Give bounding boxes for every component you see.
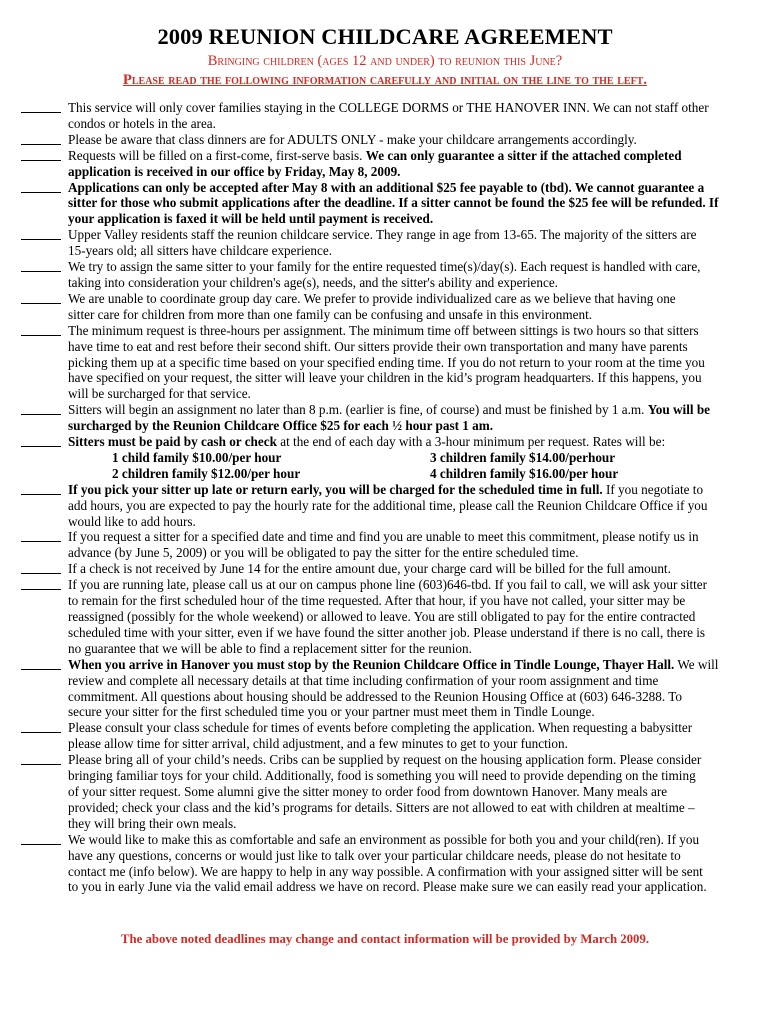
agreement-item xyxy=(0,752,770,832)
item-plain-text: Upper Valley residents staff the reunion childcare service. They range in age from 13-65. The majority of the sitters are 15-years old; all sitters have childcare experience. xyxy=(68,227,697,259)
item-plain-text: We try to assign the same sitter to your family for the entire requested time(s)/day(s). Each request is handled with care, taking into consideration your children's age(s), needs, and the sitter's ability and experience. xyxy=(68,259,701,290)
subtitle: Bringing children (ages 12 and under) to reunion this June? xyxy=(207,53,563,69)
initial-line[interactable] xyxy=(21,482,61,495)
initial-line[interactable] xyxy=(21,561,61,574)
agreement-item xyxy=(0,657,770,721)
item-text xyxy=(68,482,746,530)
rate-row xyxy=(112,450,672,466)
initial-line[interactable] xyxy=(21,720,61,733)
item-text xyxy=(68,259,746,291)
agreement-item xyxy=(0,482,770,530)
initial-line[interactable] xyxy=(21,180,61,193)
initial-line[interactable] xyxy=(21,259,61,272)
initial-line[interactable] xyxy=(21,529,61,542)
item-text xyxy=(68,291,746,323)
initial-line[interactable] xyxy=(21,291,61,304)
agreement-item xyxy=(0,323,770,403)
item-text xyxy=(68,148,746,180)
rate-cell: 2 children family $12.00/per hour xyxy=(112,465,301,481)
item-plain-text: at the end of each day with a 3-hour minimum per request. Rates will be: xyxy=(276,434,666,450)
initial-line[interactable] xyxy=(21,832,61,845)
item-bold-text: You will be surcharged by the Reunion Childcare Office $25 for each ½ hour past 1 am. xyxy=(68,402,711,434)
initial-line[interactable] xyxy=(21,148,61,161)
initial-line[interactable] xyxy=(21,227,61,240)
item-plain-text: Please bring all of your child’s needs. Cribs can be supplied by request on the housing application form. Please consider bringing familiar toys for your child. Additionally, food is something you will need to provide depending on the timing of your sitter request. Some alumni give the sitter money to order food from downtown Hanover. Many meals are provided; check your class and the kid’s programs for details. Sitters are not allowed to eat with children at mealtime – they will bring their own meals. xyxy=(68,752,702,831)
initial-line[interactable] xyxy=(21,100,61,113)
item-bold-text: We can only guarantee a sitter if the attached completed application is received in our office by Friday, May 8, 2009. xyxy=(68,147,682,179)
initial-line[interactable] xyxy=(21,752,61,765)
page-title: 2009 REUNION CHILDCARE AGREEMENT xyxy=(157,24,613,49)
agreement-item xyxy=(0,434,770,482)
item-plain-text: We are unable to coordinate group day care. We prefer to provide individualized care as we believe that having one sitter care for children from more than one family can be confusing and unsafe in this environment. xyxy=(68,290,676,322)
item-text xyxy=(68,323,746,403)
item-text xyxy=(68,832,746,896)
item-text xyxy=(68,434,746,450)
agreement-item xyxy=(0,180,770,228)
item-plain-text: This service will only cover families staying in the COLLEGE DORMS or THE HANOVER INN. We can not staff other condos or hotels in the area. xyxy=(68,100,709,131)
item-plain-text: The minimum request is three-hours per assignment. The minimum time off between sittings is two hours so that sitters have time to eat and rest before their second shift. Our sitters provide their own transportation and many have parents picking them up at a specific time based on your specified ending time. If you do not return to your room at the time you have specified on your request, the sitter will leave your children in the kid’s program headquarters. If this happens, you will be surcharged for that service. xyxy=(68,322,705,402)
item-bold-text: When you arrive in Hanover you must stop by the Reunion Childcare Office in Tindle Lounge, Thayer Hall. xyxy=(68,656,675,672)
agreement-item xyxy=(0,291,770,323)
item-text xyxy=(68,752,746,832)
initial-line[interactable] xyxy=(21,577,61,590)
agreement-item xyxy=(0,720,770,752)
item-plain-text: If a check is not received by June 14 for the entire amount due, your charge card will be billed for the full amount. xyxy=(68,561,671,577)
item-plain-text: Requests will be filled on a first-come, first-serve basis. xyxy=(68,147,366,163)
item-plain-text: We would like to make this as comfortable and safe an environment as possible for both you and your child(ren). If you have any questions, concerns or would just like to talk over your particular childcare needs, please do not hesitate to contact me (info below). We are happy to help in any way possible. A confirmation with your assigned sitter will be sent to you in early June via the valid email address we have on record. Please make sure we can easily read your application. xyxy=(68,831,707,895)
item-plain-text: We will review and complete all necessary details at that time including confirmation of your room assignment and time commitment. All questions about housing should be addressed to the Reunion Housing Office at (603) 646-3288. To secure your sitter for the first scheduled time you or your partner must meet them in Tindle Lounge. xyxy=(68,656,719,720)
item-text xyxy=(68,561,746,577)
item-text xyxy=(68,657,746,721)
item-plain-text: If you negotiate to add hours, you are expected to pay the hourly rate for the additional time, please call the Reunion Childcare Office if you would like to add hours. xyxy=(68,481,708,529)
item-bold-text: Applications can only be accepted after May 8 with an additional $25 fee payable to (tbd). We cannot guarantee a sitter for those who submit applications after the deadline. If a sitter cannot be found the $25 fee will be refunded. If your application is faxed it will be held until payment is received. xyxy=(68,179,719,227)
initial-line[interactable] xyxy=(21,657,61,670)
item-text xyxy=(68,100,746,132)
initial-line[interactable] xyxy=(21,323,61,336)
agreement-item xyxy=(0,529,770,561)
rate-cell: 1 child family $10.00/per hour xyxy=(112,449,282,465)
agreement-item xyxy=(0,148,770,180)
initial-line[interactable] xyxy=(21,434,61,447)
rates-table xyxy=(112,450,672,482)
rate-cell: 4 children family $16.00/per hour xyxy=(430,465,619,481)
item-plain-text: Please consult your class schedule for times of events before completing the application. When requesting a babysitter please allow time for sitter arrival, child adjustment, and a few minutes to get to your function. xyxy=(68,720,693,752)
item-text xyxy=(68,227,746,259)
item-text xyxy=(68,402,746,434)
agreement-item xyxy=(0,100,770,132)
footer-note: The above noted deadlines may change and contact information will be provided by March 2009. xyxy=(120,932,650,946)
item-bold-text: If you pick your sitter up late or return early, you will be charged for the scheduled time in full. xyxy=(68,481,603,497)
item-plain-text: Please be aware that class dinners are for ADULTS ONLY - make your childcare arrangements accordingly. xyxy=(68,131,637,147)
item-text xyxy=(68,180,746,228)
item-text xyxy=(68,720,746,752)
item-text xyxy=(68,577,746,657)
initial-line[interactable] xyxy=(21,132,61,145)
agreement-items xyxy=(0,100,770,895)
initial-line[interactable] xyxy=(21,402,61,415)
rate-row xyxy=(112,466,672,482)
item-bold-text: Sitters must be paid by cash or check xyxy=(68,434,277,450)
rate-cell: 3 children family $14.00/perhour xyxy=(430,449,616,465)
item-plain-text: If you request a sitter for a specified date and time and find you are unable to meet this commitment, please notify us in advance (by June 5, 2009) or you will be obligated to pay the sitter for the entire scheduled time. xyxy=(68,529,699,561)
agreement-item xyxy=(0,259,770,291)
agreement-item xyxy=(0,561,770,577)
item-plain-text: Sitters will begin an assignment no later than 8 p.m. (earlier is fine, of course) and must be finished by 1 a.m. xyxy=(68,402,648,418)
agreement-item xyxy=(0,227,770,259)
instructions: Please read the following information carefully and initial on the line to the left. xyxy=(123,72,647,88)
item-text xyxy=(68,529,746,561)
item-plain-text: If you are running late, please call us at our on campus phone line (603)646-tbd. If you fail to call, we will ask your sitter to remain for the first scheduled hour of the time requested. After that hour, if you have not called, your sitter may be reassigned (possibly for the whole weekend) or allowed to leave. You are still obligated to pay for the entire contracted scheduled time with your sitter, even if we have found the sitter another job. Please understand if there is no call, there is no guarantee that we will be able to find a replacement sitter for the reunion. xyxy=(68,577,708,656)
item-text xyxy=(68,132,746,148)
agreement-item xyxy=(0,402,770,434)
agreement-item xyxy=(0,832,770,896)
agreement-item xyxy=(0,577,770,657)
agreement-item xyxy=(0,132,770,148)
